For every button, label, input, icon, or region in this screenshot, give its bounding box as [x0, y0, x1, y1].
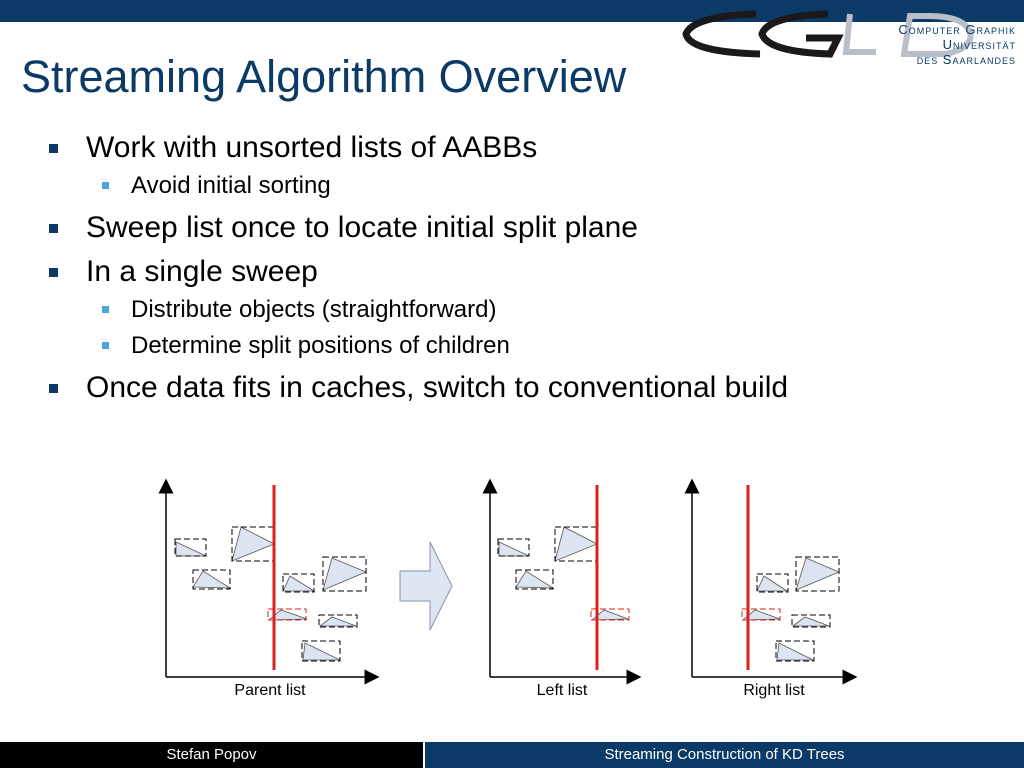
aabb-box	[175, 539, 206, 556]
aabb-box	[776, 641, 814, 661]
logo-line-3: des Saarlandes	[916, 52, 1016, 67]
sub-bullet-item	[0, 172, 1024, 208]
footer-talk-title: Streaming Construction of KD Trees	[425, 742, 1024, 768]
footer-author: Stefan Popov	[0, 742, 423, 768]
right-panel	[692, 485, 850, 699]
bullet-text: Work with unsorted lists of AABBs	[86, 131, 538, 164]
logo-text	[898, 22, 1016, 67]
aabb-box	[757, 574, 788, 592]
bullet-text: Once data fits in caches, switch to conventional build	[86, 371, 789, 404]
sub-bullet-item	[0, 332, 1024, 368]
square-bullet-icon	[49, 384, 58, 393]
square-bullet-icon	[49, 224, 58, 233]
bullet-item	[0, 252, 1024, 296]
aabb-box	[323, 557, 366, 591]
panel-label: Left list	[536, 682, 588, 699]
logo-line-1: Computer Graphik	[898, 22, 1016, 37]
aabb-box	[792, 615, 830, 627]
bullet-item	[0, 368, 1024, 412]
bullet-list	[0, 128, 1024, 412]
sub-bullet-item	[0, 296, 1024, 332]
aabb-box	[193, 570, 230, 589]
bullet-text: Determine split positions of children	[131, 332, 510, 359]
bullet-text: Sweep list once to locate initial split plane	[86, 211, 638, 244]
left-panel	[490, 485, 634, 699]
university-logo	[678, 8, 1024, 67]
aabb-box	[498, 539, 529, 556]
square-bullet-icon	[102, 342, 109, 349]
square-bullet-icon	[102, 306, 109, 313]
square-bullet-icon	[102, 182, 109, 189]
aabb-box	[516, 570, 553, 589]
aabb-box	[283, 574, 314, 592]
bullet-text: In a single sweep	[86, 255, 318, 288]
aabb-box	[302, 641, 340, 661]
square-bullet-icon	[49, 268, 58, 277]
aabb-box	[555, 527, 597, 561]
aabb-box	[796, 557, 839, 591]
aabb-box	[232, 527, 274, 561]
split-diagram	[0, 470, 1024, 710]
bullet-text: Avoid initial sorting	[131, 172, 331, 199]
panel-label: Parent list	[234, 682, 306, 699]
logo-line-2: Universität	[942, 37, 1016, 52]
aabb-box	[319, 615, 357, 627]
bullet-text: Distribute objects (straightforward)	[131, 296, 497, 323]
bullet-item	[0, 128, 1024, 172]
panel-label: Right list	[743, 682, 805, 699]
slide-title: Streaming Algorithm Overview	[21, 51, 627, 102]
right-arrow-icon	[400, 542, 452, 630]
bullet-item	[0, 208, 1024, 252]
parent-panel	[166, 485, 372, 699]
square-bullet-icon	[49, 144, 58, 153]
